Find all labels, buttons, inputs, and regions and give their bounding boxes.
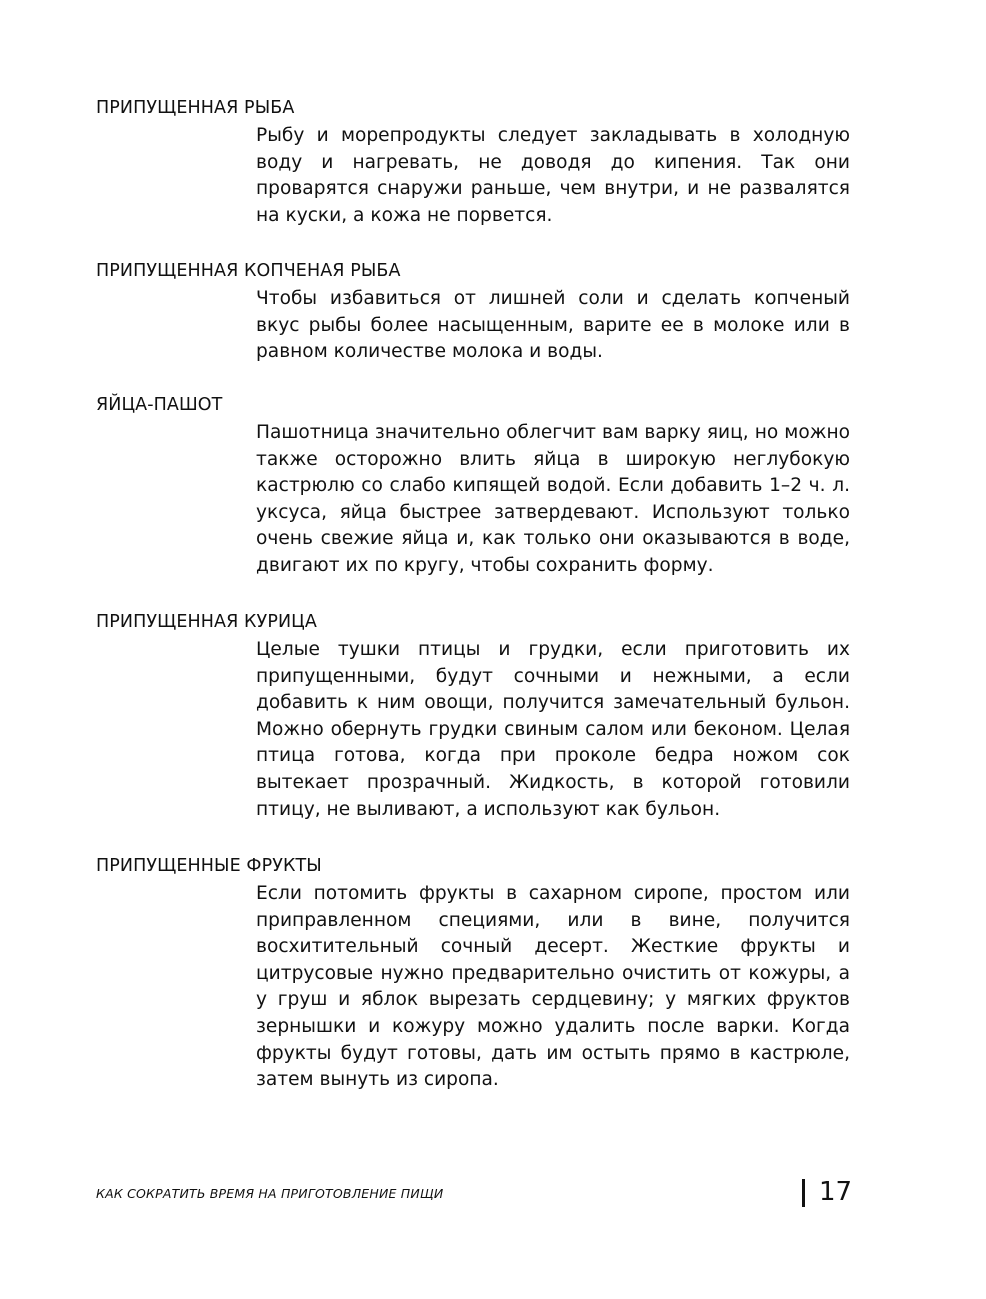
footer-divider [802,1179,805,1207]
section-text: Чтобы избавиться от лишней соли и сделать копченый вкус рыбы более насыщенным, варите ее в молоке или в равном количестве молока и воды. [256,288,850,363]
section-poached-smoked-fish [96,260,856,366]
section-body [256,881,850,1094]
section-poached-eggs [96,394,856,580]
page-footer [96,1176,856,1212]
section-body [256,637,850,823]
section-heading: ПРИПУЩЕННЫЕ ФРУКТЫ [96,856,322,876]
section-heading: ПРИПУЩЕННАЯ КУРИЦА [96,612,317,632]
section-body [256,420,850,580]
section-text: Рыбу и морепродукты следует закладывать в холодную воду и нагревать, не доводя до кипения. Так они проварятся снаружи раньше, чем внутри, и не развалятся на куски, а кожа не порвется. [256,125,850,226]
section-heading: ЯЙЦА-ПАШОТ [96,395,223,415]
section-poached-chicken [96,611,856,823]
section-poached-fish [96,97,856,229]
section-body [256,286,850,366]
running-title: КАК СОКРАТИТЬ ВРЕМЯ НА ПРИГОТОВЛЕНИЕ ПИЩИ [96,1186,444,1201]
section-text: Пашотница значительно облегчит вам варку яиц, но можно также осторожно влить яйца в широкую неглубокую кастрюлю со слабо кипящей водой. Если добавить 1–2 ч. л. уксуса, яйца быстрее затвердевают. Используют только очень свежие яйца и, как только они оказываются в воде, двигают их по кругу, чтобы сохранить форму. [256,422,850,576]
section-heading: ПРИПУЩЕННАЯ РЫБА [96,98,295,118]
section-body [256,123,850,229]
page-number: 17 [819,1177,853,1207]
section-heading: ПРИПУЩЕННАЯ КОПЧЕНАЯ РЫБА [96,261,401,281]
section-poached-fruit [96,855,856,1094]
section-text: Если потомить фрукты в сахарном сиропе, простом или приправленном специями, или в вине, получится восхитительный сочный десерт. Жесткие фрукты и цитрусовые нужно предварительно очистить от кожуры, а у груш и яблок вырезать сердцевину; у мягких фруктов зернышки и кожуру можно удалить после варки. Когда фрукты будут готовы, дать им остыть прямо в кастрюле, затем вынуть из сиропа. [256,883,850,1091]
section-text: Целые тушки птицы и грудки, если приготовить их припущенными, будут сочными и нежными, а если добавить к ним овощи, получится замечательный бульон. Можно обернуть грудки свиным салом или беконом. Целая птица готова, когда при проколе бедра ножом сок вытекает прозрачный. Жидкость, в которой готовили птицу, не выливают, а используют как бульон. [256,639,850,820]
